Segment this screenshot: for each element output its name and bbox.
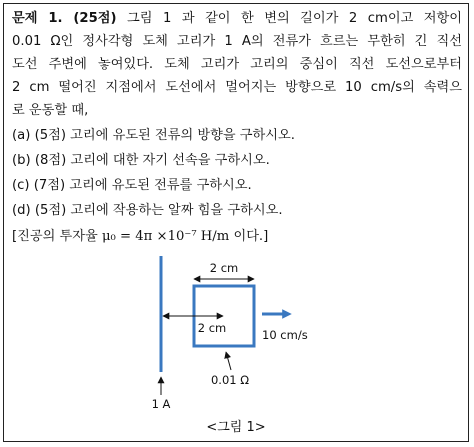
figure-caption: <그림 1>	[206, 420, 266, 435]
note-suffix: 이다.]	[233, 229, 269, 244]
question-b: (b) (8점) 고리에 대한 자기 선속을 구하시오.	[12, 153, 270, 168]
problem-line-4: 2 cm 떨어진 지점에서 도선에서 멀어지는 방향으로 10 cm/s의 속력으	[12, 80, 462, 95]
problem-text-1: 그림 1 과 같이 한 변의 길이가 2 cm이고 저항이	[127, 11, 462, 26]
resistance-label: 0.01 Ω	[210, 373, 250, 387]
figure-1	[4, 4, 470, 443]
side-length-label: 2 cm	[209, 261, 239, 275]
problem-line-5: 로 운동할 때,	[12, 103, 89, 118]
current-label: 1 A	[151, 397, 171, 411]
velocity-label: 10 cm/s	[262, 328, 308, 342]
question-d: (d) (5점) 고리에 작용하는 알짜 힘을 구하시오.	[12, 203, 283, 218]
problem-line-3: 도선 주변에 놓여있다. 도체 고리가 고리의 중심이 직선 도선으로부터	[12, 57, 462, 72]
problem-box	[3, 3, 469, 442]
permeability-formula: μ₀ = 4π ×10⁻⁷ H/m	[101, 229, 230, 244]
question-c: (c) (7점) 고리에 유도된 전류를 구하시오.	[12, 178, 252, 193]
distance-label: 2 cm	[197, 321, 227, 335]
question-a: (a) (5점) 고리에 유도된 전류의 방향을 구하시오.	[12, 128, 295, 143]
problem-label: 문제 1. (25점)	[12, 11, 117, 26]
resistance-pointer	[226, 352, 231, 370]
note-prefix: [진공의 투자율	[12, 229, 98, 244]
problem-line-2: 0.01 Ω인 정사각형 도체 고리가 1 A의 전류가 흐르는 무한히 긴 직선	[12, 34, 462, 49]
